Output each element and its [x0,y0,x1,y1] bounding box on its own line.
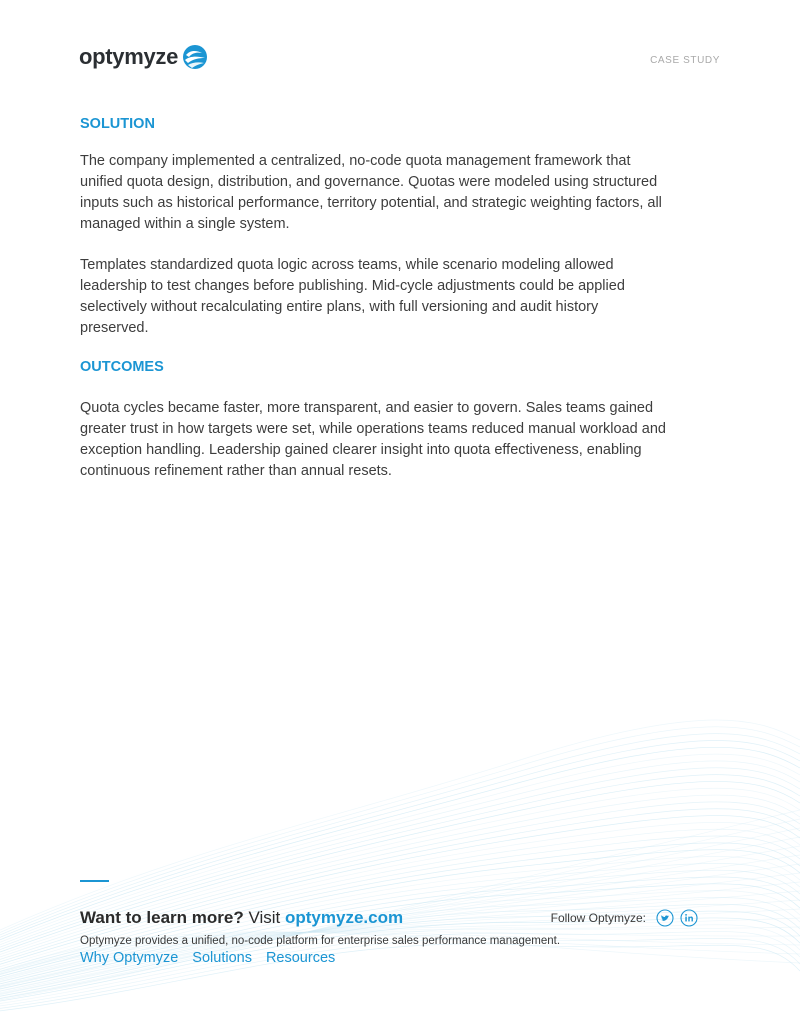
call-to-action [80,908,403,928]
cta-row [80,907,720,929]
cta-visit-text: Visit [248,908,281,927]
cta-heading: Want to learn more? [80,908,244,927]
follow-section [551,909,698,927]
link-solutions[interactable]: Solutions [192,950,252,966]
document-type-label: CASE STUDY [650,55,720,66]
website-link[interactable]: optymyze.com [285,908,404,927]
logo-swirl-icon [182,44,208,70]
logo-wordmark: optymyze [79,44,179,69]
solution-paragraph-2: Templates standardized quota logic across teams, while scenario modeling allowed leadership to test changes before publishing. Mid-cycle adjustments could be applied selectively without recalculating entire plans, with full versioning and audit history preserved. [80,257,625,336]
section-heading-solution: SOLUTION [80,116,155,132]
follow-label: Follow Optymyze: [550,911,646,925]
footer-accent-rule [80,880,109,882]
footer-links [80,950,720,966]
outcomes-paragraph-1: Quota cycles became faster, more transparent, and easier to govern. Sales teams gained greater trust in how targets were set, while operations teams reduced manual workload and exception handling. Leadership gained clearer insight into quota effectiveness, enabling continuous refinement rather than annual resets. [80,400,666,479]
linkedin-icon[interactable] [680,909,698,927]
section-heading-outcomes: OUTCOMES [80,359,164,375]
optymyze-logo[interactable] [79,44,208,70]
footer [80,880,720,966]
company-tagline: Optymyze provides a unified, no-code platform for enterprise sales performance management. [80,935,561,947]
link-why-optymyze[interactable]: Why Optymyze [80,950,179,966]
solution-paragraph-1: The company implemented a centralized, no-code quota management framework that unified quota design, distribution, and governance. Quotas were modeled using structured inputs such as historical performance, territory potential, and strategic weighting factors, all managed within a single system. [80,153,662,232]
wave-pattern-background [0,700,800,1035]
link-resources[interactable]: Resources [265,950,336,966]
twitter-icon[interactable] [656,909,674,927]
main-content [80,115,670,482]
